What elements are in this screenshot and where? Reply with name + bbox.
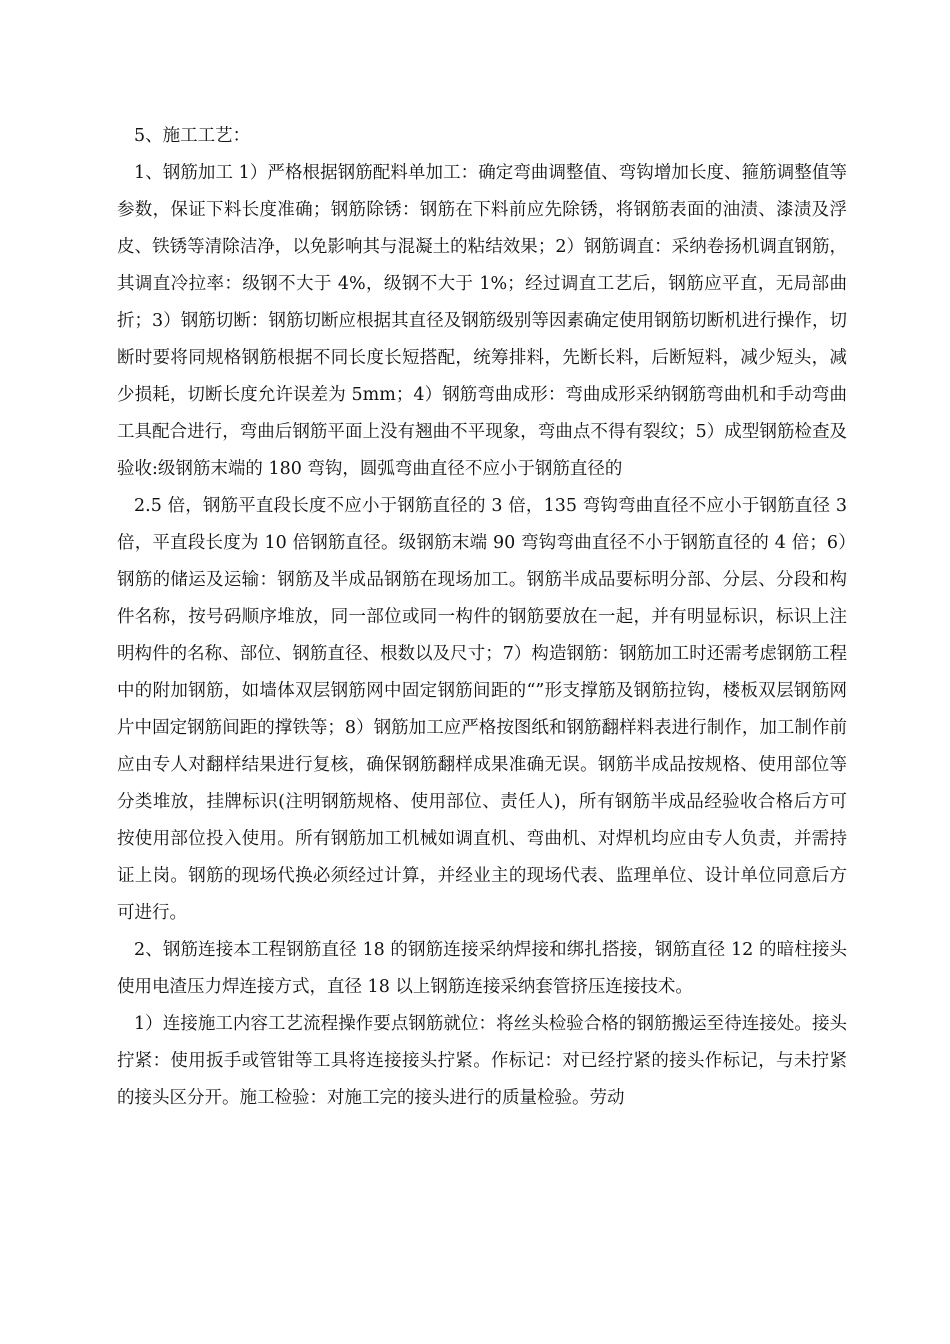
paragraph-rebar-connection: 2、钢筋连接本工程钢筋直径 18 的钢筋连接采纳焊接和绑扎搭接，钢筋直径 12 的暗柱接头使用电渣压力焊连接方式，直径 18 以上钢筋连接采纳套管挤压连接技术。	[117, 940, 847, 997]
section-heading: 5、施工工艺：	[134, 126, 251, 146]
paragraph-rebar-processing-continued: 2.5 倍，钢筋平直段长度不应小于钢筋直径的 3 倍，135 弯钩弯曲直径不应小于钢筋直径 3 倍，平直段长度为 10 倍钢筋直径。级钢筋末端 90 弯钩弯曲直径不小于钢筋直径的 4 倍；6）钢筋的储运及运输：钢筋及半成品钢筋在现场加工。钢筋半成品要标明分部、分层、分段和构件名称，按号码顺序堆放，同一部位或同一构件的钢筋要放在一起，并有明显标识，标识上注明构件的名称、部位、钢筋直径、根数以及尺寸；7）构造钢筋：钢筋加工时还需考虑钢筋工程中的附加钢筋，如墙体双层钢筋网中固定钢筋间距的“”形支撑筋及钢筋拉钩，楼板双层钢筋网片中固定钢筋间距的撑铁等；8）钢筋加工应严格按图纸和钢筋翻样料表进行制作，加工制作前应由专人对翻样结果进行复核，确保钢筋翻样成果准确无误。钢筋半成品按规格、使用部位等分类堆放，挂牌标识(注明钢筋规格、使用部位、责任人)，所有钢筋半成品经验收合格后方可按使用部位投入使用。所有钢筋加工机械如调直机、弯曲机、对焊机均应由专人负责，并需持证上岗。钢筋的现场代换必须经过计算，并经业主的现场代表、监理单位、设计单位同意后方可进行。	[117, 496, 847, 923]
paragraph-rebar-processing: 1、钢筋加工 1）严格根据钢筋配料单加工：确定弯曲调整值、弯钩增加长度、箍筋调整值等参数，保证下料长度准确；钢筋除锈：钢筋在下料前应先除锈，将钢筋表面的油渍、漆渍及浮皮、铁锈等清除洁净，以免影响其与混凝土的粘结效果；2）钢筋调直：采纳卷扬机调直钢筋，其调直冷拉率：级钢不大于 4%，级钢不大于 1%；经过调直工艺后，钢筋应平直，无局部曲折；3）钢筋切断：钢筋切断应根据其直径及钢筋级别等因素确定使用钢筋切断机进行操作，切断时要将同规格钢筋根据不同长度长短搭配，统筹排料，先断长料，后断短料，减少短头，减少损耗，切断长度允许误差为 5mm；4）钢筋弯曲成形：弯曲成形采纳钢筋弯曲机和手动弯曲工具配合进行，弯曲后钢筋平面上没有翘曲不平现象，弯曲点不得有裂纹；5）成型钢筋检查及验收:级钢筋末端的 180 弯钩，圆弧弯曲直径不应小于钢筋直径的	[117, 163, 847, 479]
paragraph-connection-workflow: 1）连接施工内容工艺流程操作要点钢筋就位：将丝头检验合格的钢筋搬运至待连接处。接头拧紧：使用扳手或管钳等工具将连接接头拧紧。作标记：对已经拧紧的接头作标记，与未拧紧的接头区分开。施工检验：对施工完的接头进行的质量检验。劳动	[117, 1014, 847, 1108]
document-body	[117, 118, 847, 1117]
